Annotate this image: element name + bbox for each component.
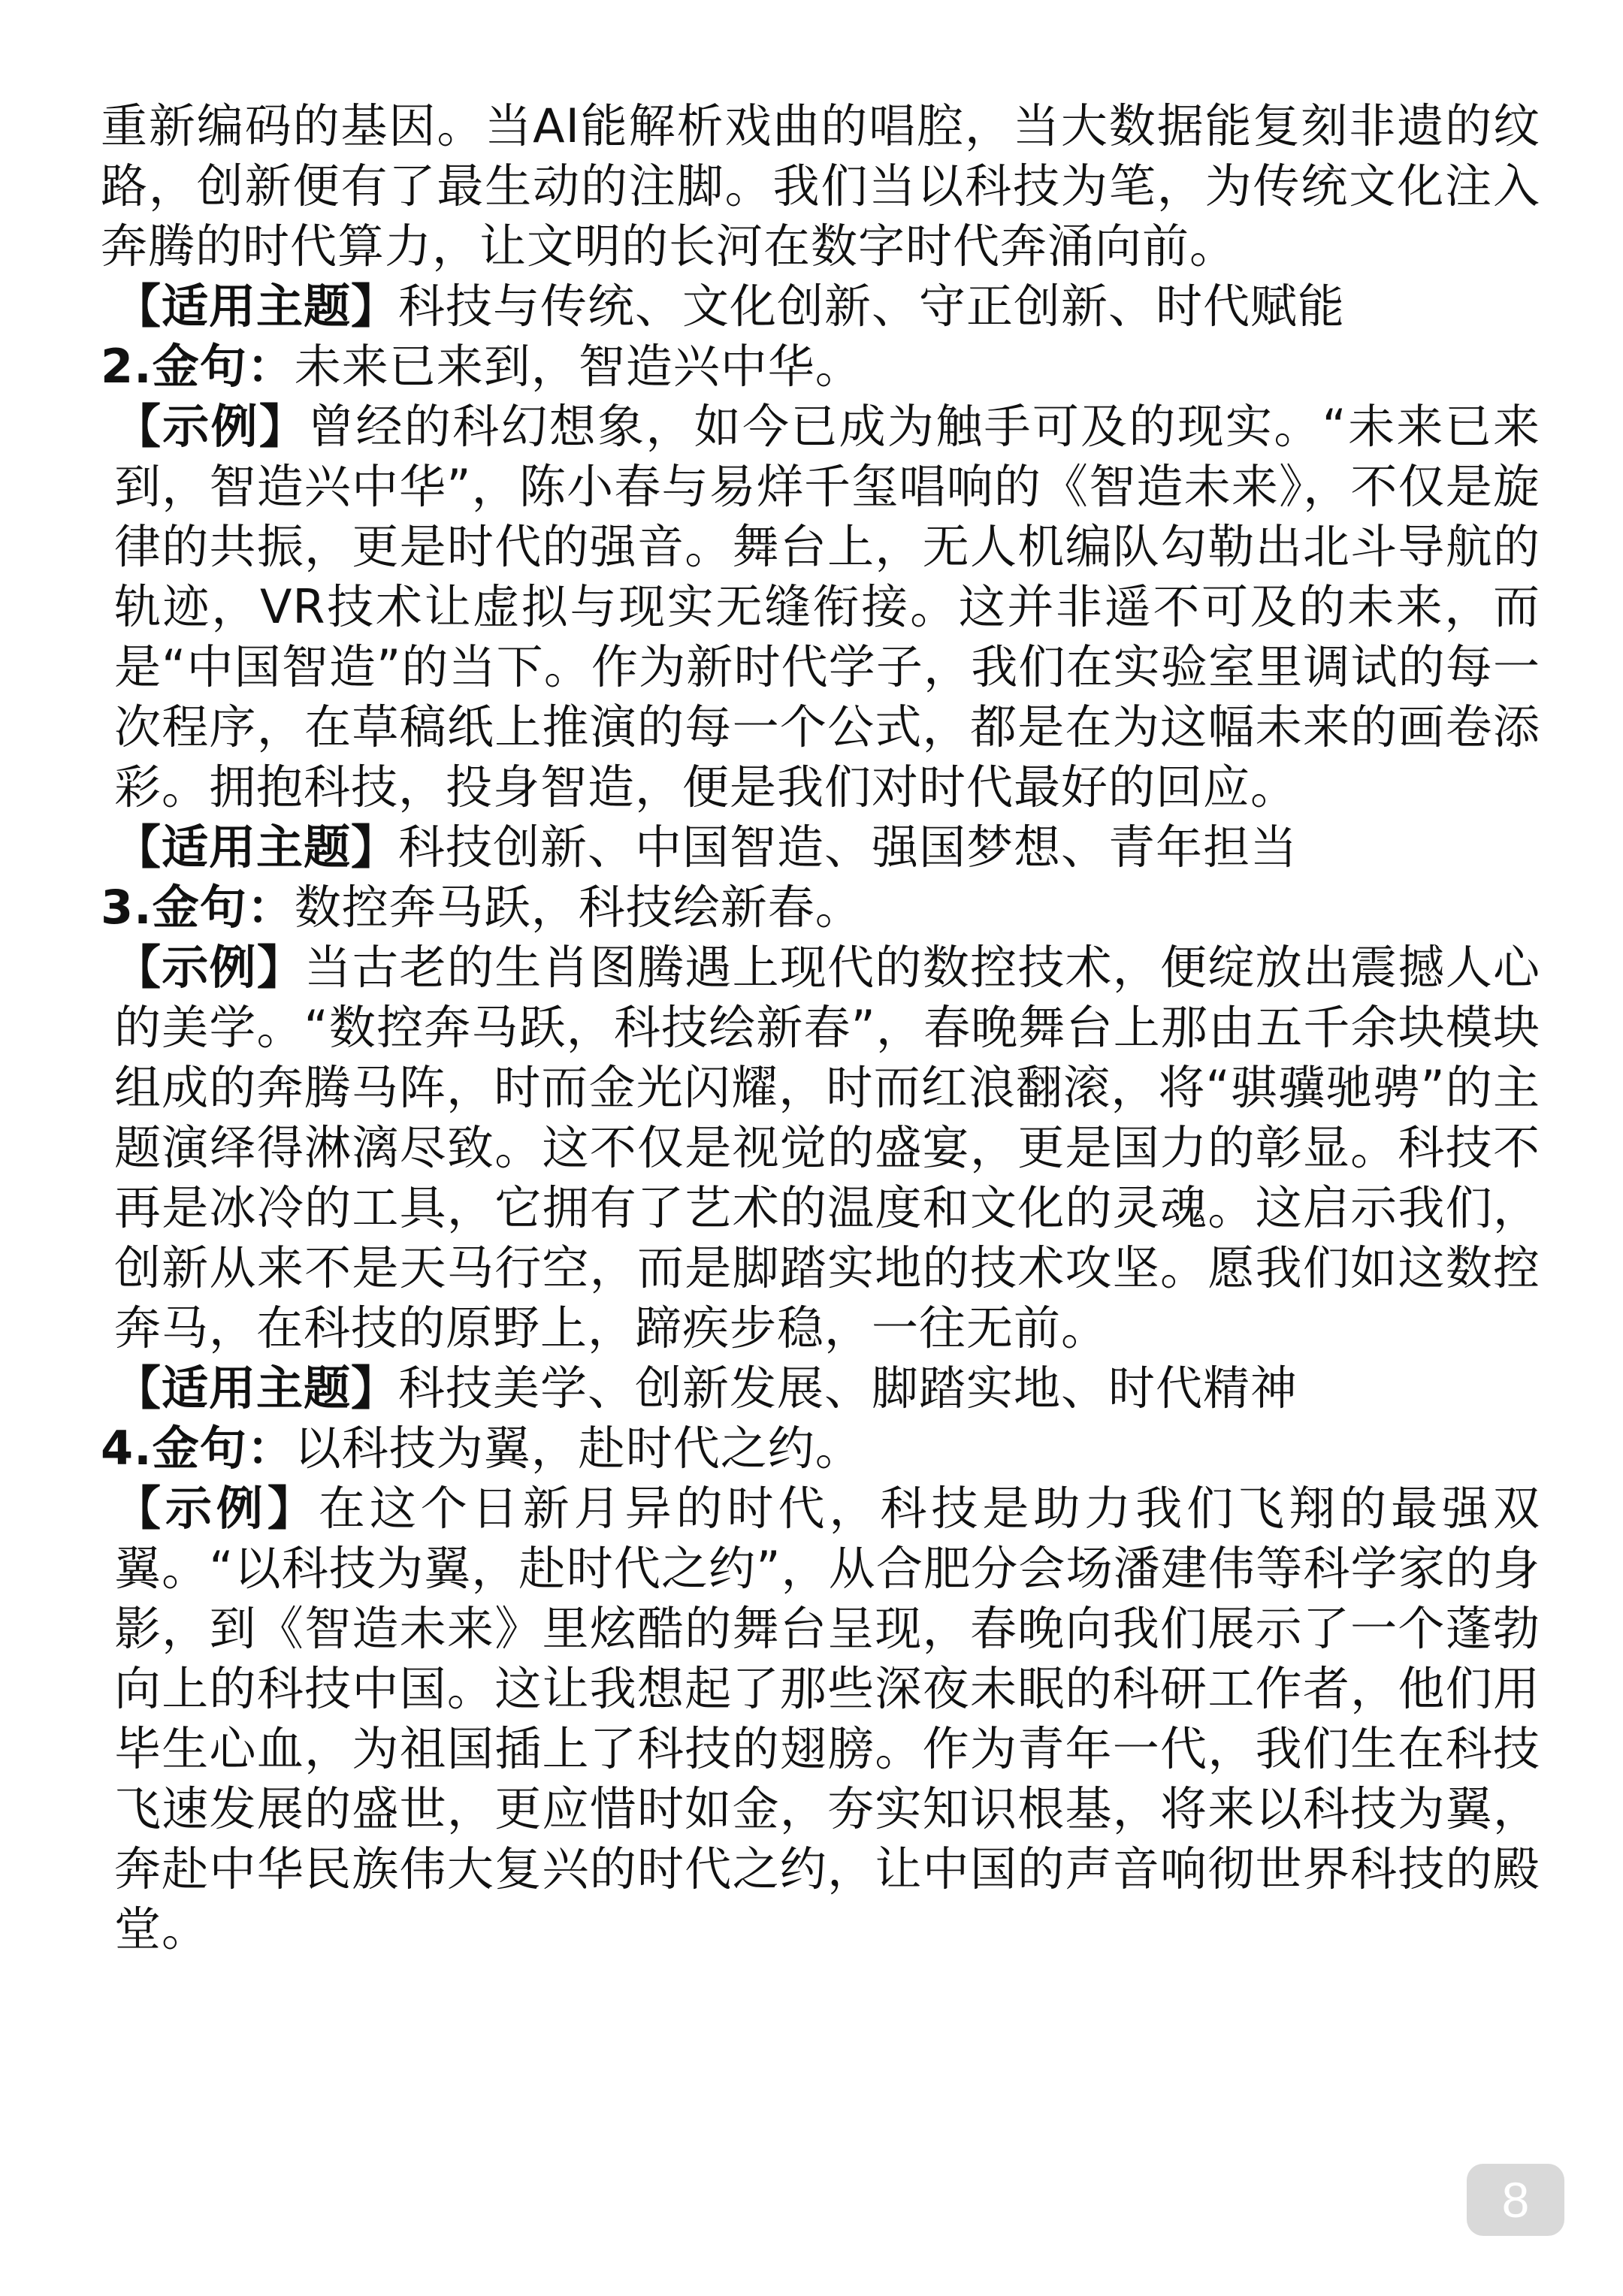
- quote-label: 4.金句：: [101, 1421, 295, 1476]
- item3-example: [101, 938, 1540, 1358]
- item3-theme: [101, 1358, 1540, 1418]
- item4-quote: [101, 1418, 1540, 1479]
- document-body: [101, 96, 1540, 1959]
- item1-theme: [101, 276, 1540, 337]
- theme-text: 科技美学、创新发展、脚踏实地、时代精神: [398, 1361, 1298, 1415]
- example-label: 【示例】: [114, 1481, 319, 1536]
- item3-quote: [101, 878, 1540, 938]
- quote-text: 数控奔马跃，科技绘新春。: [294, 880, 863, 935]
- quote-label: 3.金句：: [101, 880, 295, 935]
- item2-quote: [101, 337, 1540, 397]
- continuation-paragraph: [101, 96, 1540, 276]
- theme-text: 科技与传统、文化创新、守正创新、时代赋能: [398, 279, 1346, 334]
- quote-label: 2.金句：: [101, 339, 295, 394]
- example-label: 【示例】: [114, 399, 308, 454]
- continuation-text: 重新编码的基因。当AI能解析戏曲的唱腔，当大数据能复刻非遗的纹路，创新便有了最生动的注脚。我们当以科技为笔，为传统文化注入奔腾的时代算力，让文明的长河在数字时代奔涌向前。: [101, 98, 1540, 273]
- item2-example: [101, 397, 1540, 817]
- item4-example: [101, 1479, 1540, 1959]
- theme-text: 科技创新、中国智造、强国梦想、青年担当: [398, 820, 1298, 875]
- quote-text: 未来已来到，智造兴中华。: [294, 339, 863, 394]
- item2-theme: [101, 817, 1540, 878]
- theme-label: 【适用主题】: [114, 1361, 399, 1415]
- example-text: 在这个日新月异的时代，科技是助力我们飞翔的最强双翼。“以科技为翼，赴时代之约”，从合肥分会场潘建伟等科学家的身影，到《智造未来》里炫酷的舞台呈现，春晚向我们展示了一个蓬勃向上的科技中国。这让我想起了那些深夜未眠的科研工作者，他们用毕生心血，为祖国插上了科技的翅膀。作为青年一代，我们生在科技飞速发展的盛世，更应惜时如金，夯实知识根基，将来以科技为翼，奔赴中华民族伟大复兴的时代之约，让中国的声音响彻世界科技的殿堂。: [114, 1481, 1540, 1956]
- theme-label: 【适用主题】: [114, 279, 399, 334]
- theme-label: 【适用主题】: [114, 820, 399, 875]
- example-label: 【示例】: [114, 940, 305, 995]
- example-text: 当古老的生肖图腾遇上现代的数控技术，便绽放出震撼人心的美学。“数控奔马跃，科技绘新春”，春晚舞台上那由五千余块模块组成的奔腾马阵，时而金光闪耀，时而红浪翻滚，将“骐骥驰骋”的主题演绎得淋漓尽致。这不仅是视觉的盛宴，更是国力的彰显。科技不再是冰冷的工具，它拥有了艺术的温度和文化的灵魂。这启示我们，创新从来不是天马行空，而是脚踏实地的技术攻坚。愿我们如这数控奔马，在科技的原野上，蹄疾步稳，一往无前。: [114, 940, 1540, 1355]
- quote-text: 以科技为翼，赴时代之约。: [294, 1421, 863, 1476]
- page-number-badge: 8: [1467, 2164, 1564, 2236]
- example-text: 曾经的科幻想象，如今已成为触手可及的现实。“未来已来到，智造兴中华”，陈小春与易烊千玺唱响的《智造未来》，不仅是旋律的共振，更是时代的强音。舞台上，无人机编队勾勒出北斗导航的轨迹，VR技术让虚拟与现实无缝衔接。这并非遥不可及的未来，而是“中国智造”的当下。作为新时代学子，我们在实验室里调试的每一次程序，在草稿纸上推演的每一个公式，都是在为这幅未来的画卷添彩。拥抱科技，投身智造，便是我们对时代最好的回应。: [114, 399, 1540, 814]
